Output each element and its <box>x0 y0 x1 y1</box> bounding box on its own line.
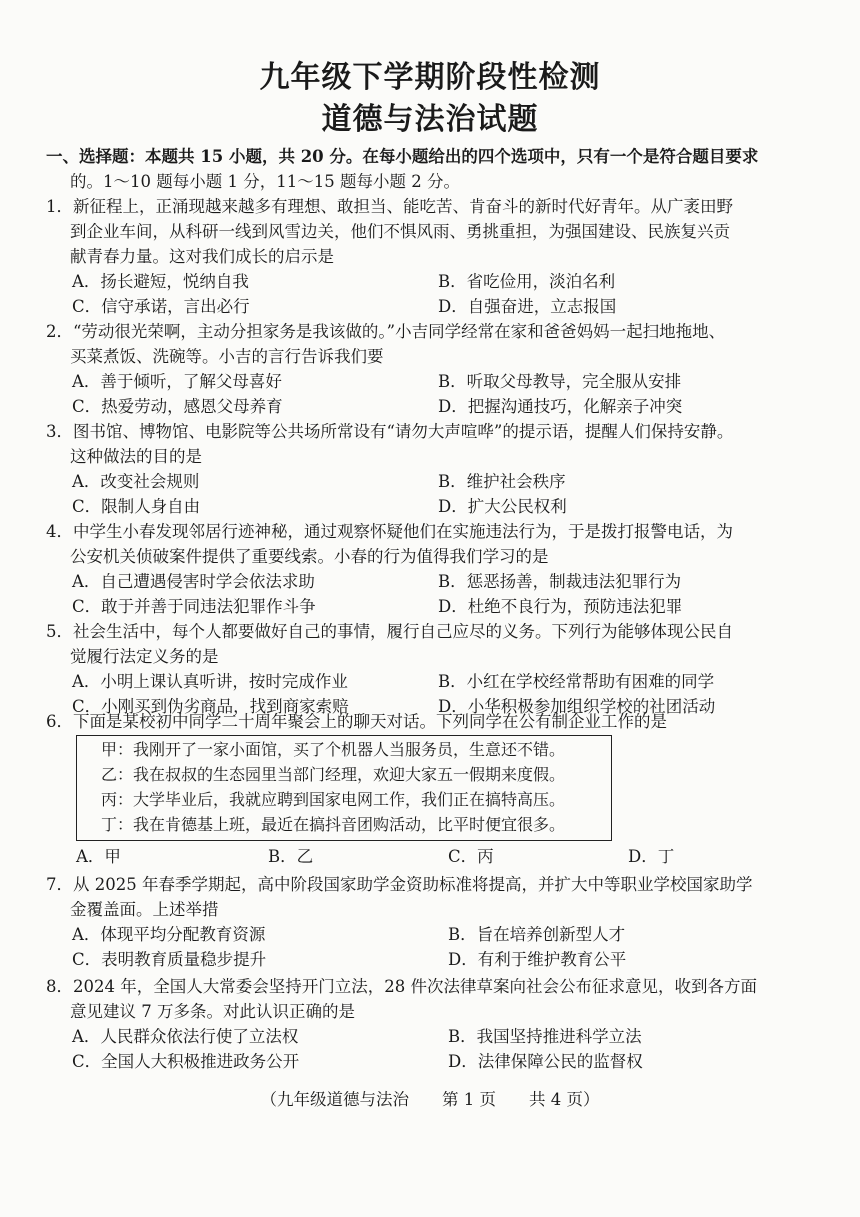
q3-stem-line2: 这种做法的目的是 <box>70 447 202 466</box>
q1-option-c: C．信守承诺，言出必行 <box>72 297 250 316</box>
q6-dialogue-box <box>76 735 612 841</box>
q7-option-b: B．旨在培养创新型人才 <box>448 925 626 944</box>
q1-stem-line2: 到企业车间，从科研一线到风雪边关，他们不惧风雨、勇挑重担，为强国建设、民族复兴贡 <box>70 222 730 241</box>
q6-stem-line1: 6．下面是某校初中同学二十周年聚会上的聊天对话。下列同学在公有制企业工作的是 <box>46 712 667 731</box>
q1-stem-line1: 1．新征程上，正涌现越来越多有理想、敢担当、能吃苦、肯奋斗的新时代好青年。从广袤田野 <box>46 197 733 216</box>
q6-option-c: C．丙 <box>448 847 494 866</box>
q3-stem-line1: 3．图书馆、博物馆、电影院等公共场所常设有“请勿大声喧哗”的提示语，提醒人们保持安静。 <box>46 422 734 441</box>
exam-title: 九年级下学期阶段性检测 <box>259 60 601 95</box>
q5-option-c: C．小刚买到伪劣商品，找到商家索赔 <box>72 697 349 716</box>
q4-stem-line1: 4．中学生小春发现邻居行迹神秘，通过观察怀疑他们在实施违法行为，于是拨打报警电话，为 <box>46 522 733 541</box>
q3-option-a: A．改变社会规则 <box>72 472 200 491</box>
q8-stem-line2: 意见建议 7 万多条。对此认识正确的是 <box>70 1002 355 1021</box>
q4-stem-line2: 公安机关侦破案件提供了重要线索。小春的行为值得我们学习的是 <box>70 547 549 566</box>
q6-option-d: D．丁 <box>628 847 675 866</box>
q7-option-a: A．体现平均分配教育资源 <box>72 925 266 944</box>
q5-option-d: D．小华积极参加组织学校的社团活动 <box>438 697 716 716</box>
q2-option-a: A．善于倾听，了解父母喜好 <box>72 372 282 391</box>
q4-option-c: C．敢于并善于同违法犯罪作斗争 <box>72 597 316 616</box>
q2-option-b: B．听取父母教导，完全服从安排 <box>438 372 682 391</box>
q5-stem-line2: 觉履行法定义务的是 <box>70 647 219 666</box>
q5-option-b: B．小红在学校经常帮助有困难的同学 <box>438 672 715 691</box>
q2-option-d: D．把握沟通技巧，化解亲子冲突 <box>438 397 683 416</box>
q1-stem-line3: 献青春力量。这对我们成长的启示是 <box>70 247 334 266</box>
q1-option-b: B．省吃俭用，淡泊名利 <box>438 272 616 291</box>
q5-option-a: A．小明上课认真听讲，按时完成作业 <box>72 672 348 691</box>
q5-stem-line1: 5．社会生活中，每个人都要做好自己的事情，履行自己应尽的义务。下列行为能够体现公民自 <box>46 622 733 641</box>
q4-option-d: D．杜绝不良行为，预防违法犯罪 <box>438 597 683 616</box>
q1-option-a: A．扬长避短，悦纳自我 <box>72 272 249 291</box>
section-instructions-line1: 一、选择题：本题共 15 小题，共 20 分。在每小题给出的四个选项中，只有一个是符合题目要求 <box>46 147 759 166</box>
q6-dialogue-jia: 甲：我刚开了一家小面馆，买了个机器人当服务员，生意还不错。 <box>101 740 566 759</box>
q6-dialogue-yi: 乙：我在叔叔的生态园里当部门经理，欢迎大家五一假期来度假。 <box>101 765 566 784</box>
q2-option-c: C．热爱劳动，感恩父母养育 <box>72 397 283 416</box>
q8-option-d: D．法律保障公民的监督权 <box>448 1052 643 1071</box>
exam-subject-title: 道德与法治试题 <box>321 102 539 137</box>
q4-option-b: B．惩恶扬善，制裁违法犯罪行为 <box>438 572 682 591</box>
q8-stem-line1: 8．2024 年，全国人大常委会坚持开门立法，28 件次法律草案向社会公布征求意见，收到各方面 <box>46 977 757 996</box>
q8-option-c: C．全国人大积极推进政务公开 <box>72 1052 300 1071</box>
q7-option-d: D．有利于维护教育公平 <box>448 950 627 969</box>
page-footer: （九年级道德与法治 第 1 页 共 4 页） <box>260 1090 600 1109</box>
q8-option-a: A．人民群众依法行使了立法权 <box>72 1027 299 1046</box>
q6-dialogue-bing: 丙：大学毕业后，我就应聘到国家电网工作，我们正在搞特高压。 <box>101 790 566 809</box>
q7-stem-line1: 7．从 2025 年春季学期起，高中阶段国家助学金资助标准将提高，并扩大中等职业学校国家助学 <box>46 875 753 894</box>
q6-option-a: A．甲 <box>76 847 121 866</box>
q3-option-d: D．扩大公民权利 <box>438 497 567 516</box>
q3-option-c: C．限制人身自由 <box>72 497 201 516</box>
q4-option-a: A．自己遭遇侵害时学会依法求助 <box>72 572 315 591</box>
q6-option-b: B．乙 <box>268 847 314 866</box>
q6-dialogue-ding: 丁：我在肯德基上班，最近在搞抖音团购活动，比平时便宜很多。 <box>101 815 566 834</box>
q1-option-d: D．自强奋进，立志报国 <box>438 297 617 316</box>
section-instructions-line2: 的。1～10 题每小题 1 分，11～15 题每小题 2 分。 <box>70 172 460 191</box>
q2-stem-line1: 2．“劳动很光荣啊，主动分担家务是我该做的。”小吉同学经常在家和爸爸妈妈一起扫地拖地、 <box>46 322 726 341</box>
q3-option-b: B．维护社会秩序 <box>438 472 566 491</box>
q7-option-c: C．表明教育质量稳步提升 <box>72 950 267 969</box>
q2-stem-line2: 买菜煮饭、洗碗等。小吉的言行告诉我们要 <box>70 347 384 366</box>
q8-option-b: B．我国坚持推进科学立法 <box>448 1027 642 1046</box>
q7-stem-line2: 金覆盖面。上述举措 <box>70 900 219 919</box>
